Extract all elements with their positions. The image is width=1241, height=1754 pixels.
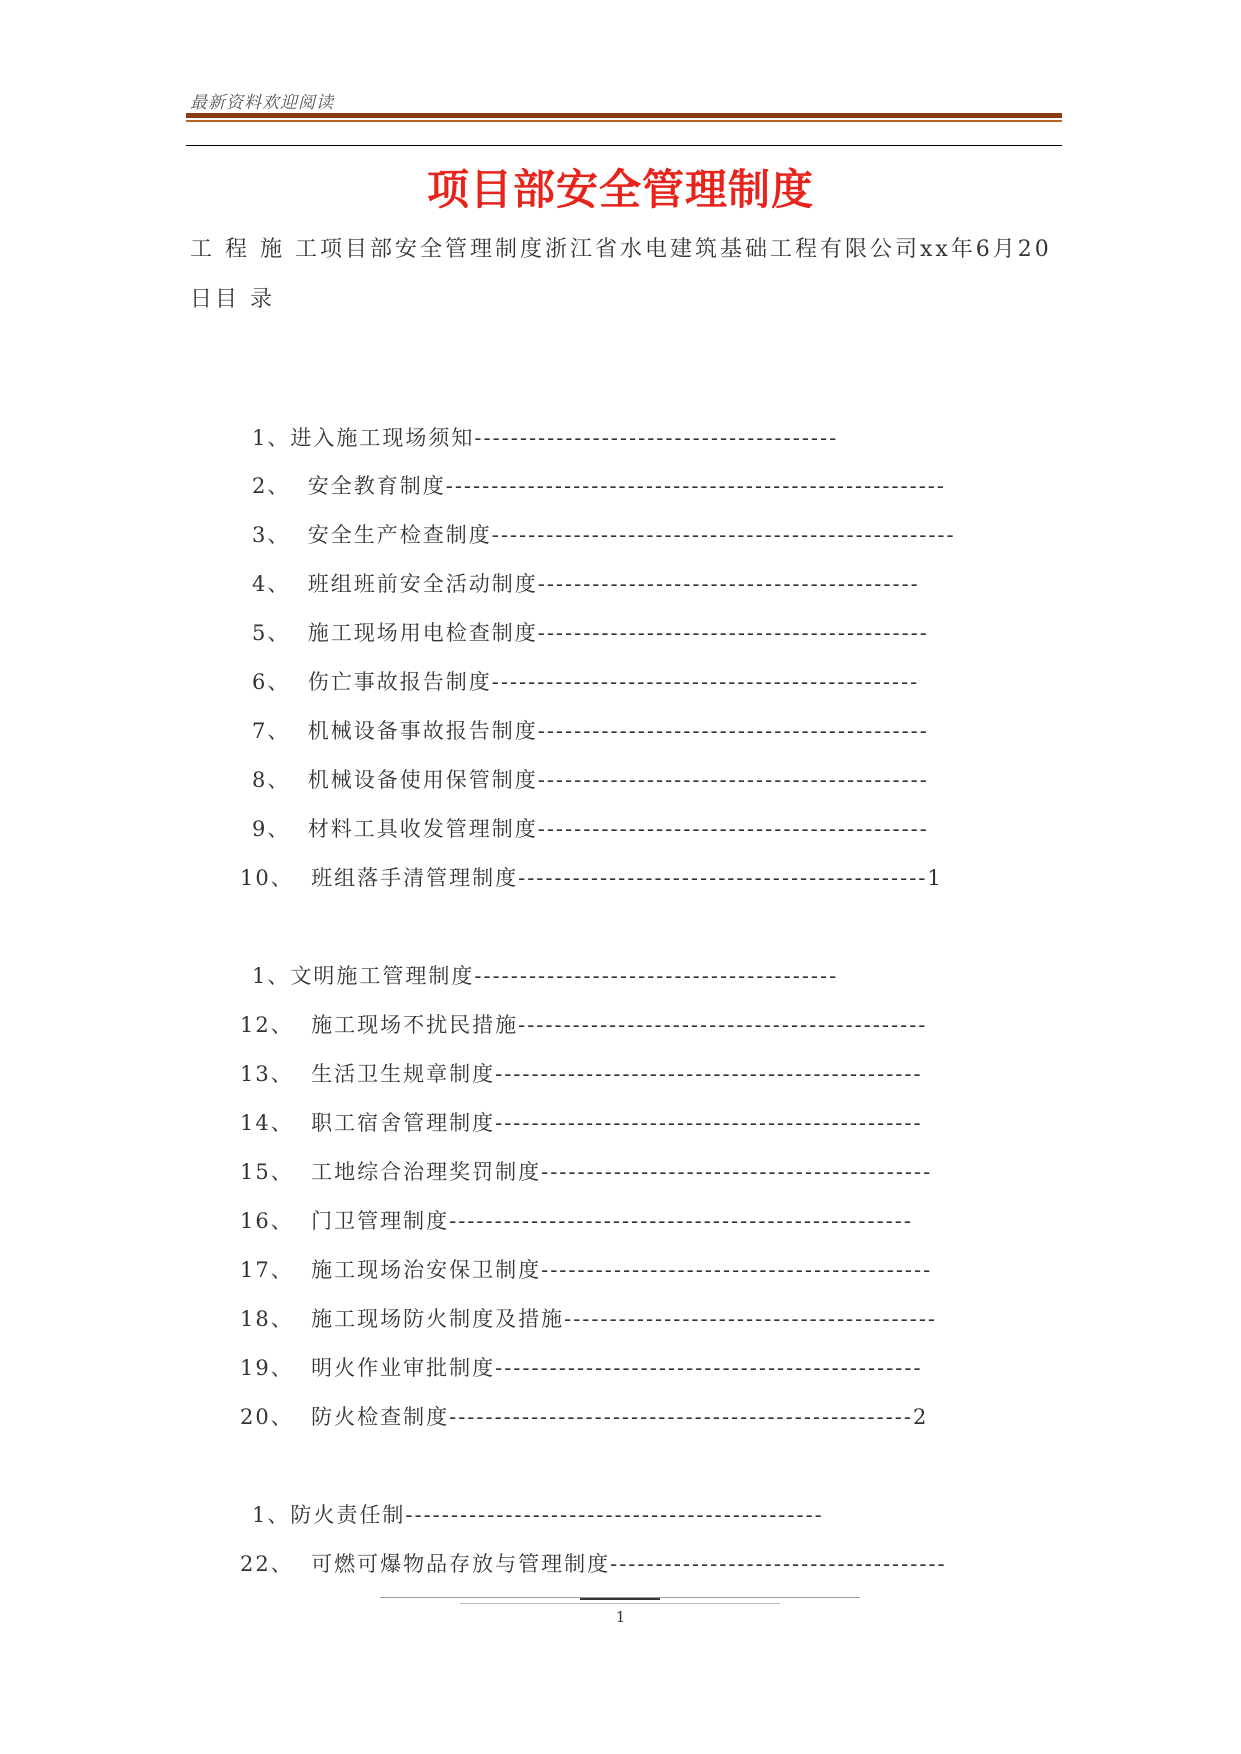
toc-entry: 13、 生活卫生规章制度----------------------------------------------- <box>240 1062 923 1086</box>
toc-entry: 5、 施工现场用电检查制度------------------------------------------- <box>252 621 929 645</box>
toc-entry: 6、 伤亡事故报告制度----------------------------------------------- <box>252 670 920 694</box>
toc-entry: 8、 机械设备使用保管制度------------------------------------------- <box>252 768 929 792</box>
toc-entry: 3、 安全生产检查制度--------------------------------------------------- <box>252 523 956 547</box>
toc-entry: 19、 明火作业审批制度----------------------------------------------- <box>240 1356 923 1380</box>
page-number: 1 <box>615 1608 626 1626</box>
toc-entry: 2、 安全教育制度------------------------------------------------------- <box>252 474 946 498</box>
header-text: 最新资料欢迎阅读 <box>190 93 334 113</box>
toc-entry: 10、 班组落手清管理制度---------------------------------------------1 <box>240 866 943 890</box>
toc-entry: 12、 施工现场不扰民措施--------------------------------------------- <box>240 1013 928 1037</box>
document-title: 项目部安全管理制度 <box>426 165 814 214</box>
toc-entry: 14、 职工宿舍管理制度----------------------------------------------- <box>240 1111 923 1135</box>
intro-paragraph: 工 程 施 工项目部安全管理制度浙江省水电建筑基础工程有限公司xx年6月20日目 录 <box>190 237 1052 312</box>
toc-entry: 15、 工地综合治理奖罚制度------------------------------------------- <box>240 1160 933 1184</box>
toc-entry: 4、 班组班前安全活动制度------------------------------------------ <box>252 572 920 596</box>
toc-entry: 1、进入施工现场须知---------------------------------------- <box>252 426 839 450</box>
toc-entry: 7、 机械设备事故报告制度------------------------------------------- <box>252 719 929 743</box>
toc-entry: 9、 材料工具收发管理制度------------------------------------------- <box>252 817 929 841</box>
toc-entry: 22、 可燃可爆物品存放与管理制度------------------------------------- <box>240 1552 947 1576</box>
toc-entry: 1、防火责任制---------------------------------------------- <box>252 1503 824 1527</box>
footer-rule-accent <box>580 1598 660 1600</box>
toc-entry: 16、 门卫管理制度--------------------------------------------------- <box>240 1209 913 1233</box>
toc-entry: 1、文明施工管理制度---------------------------------------- <box>252 964 839 988</box>
toc-entry: 17、 施工现场治安保卫制度------------------------------------------- <box>240 1258 933 1282</box>
footer-rule-secondary <box>460 1603 780 1604</box>
toc-entry: 18、 施工现场防火制度及措施----------------------------------------- <box>240 1307 938 1331</box>
toc-entry: 20、 防火检查制度---------------------------------------------------2 <box>240 1405 929 1429</box>
